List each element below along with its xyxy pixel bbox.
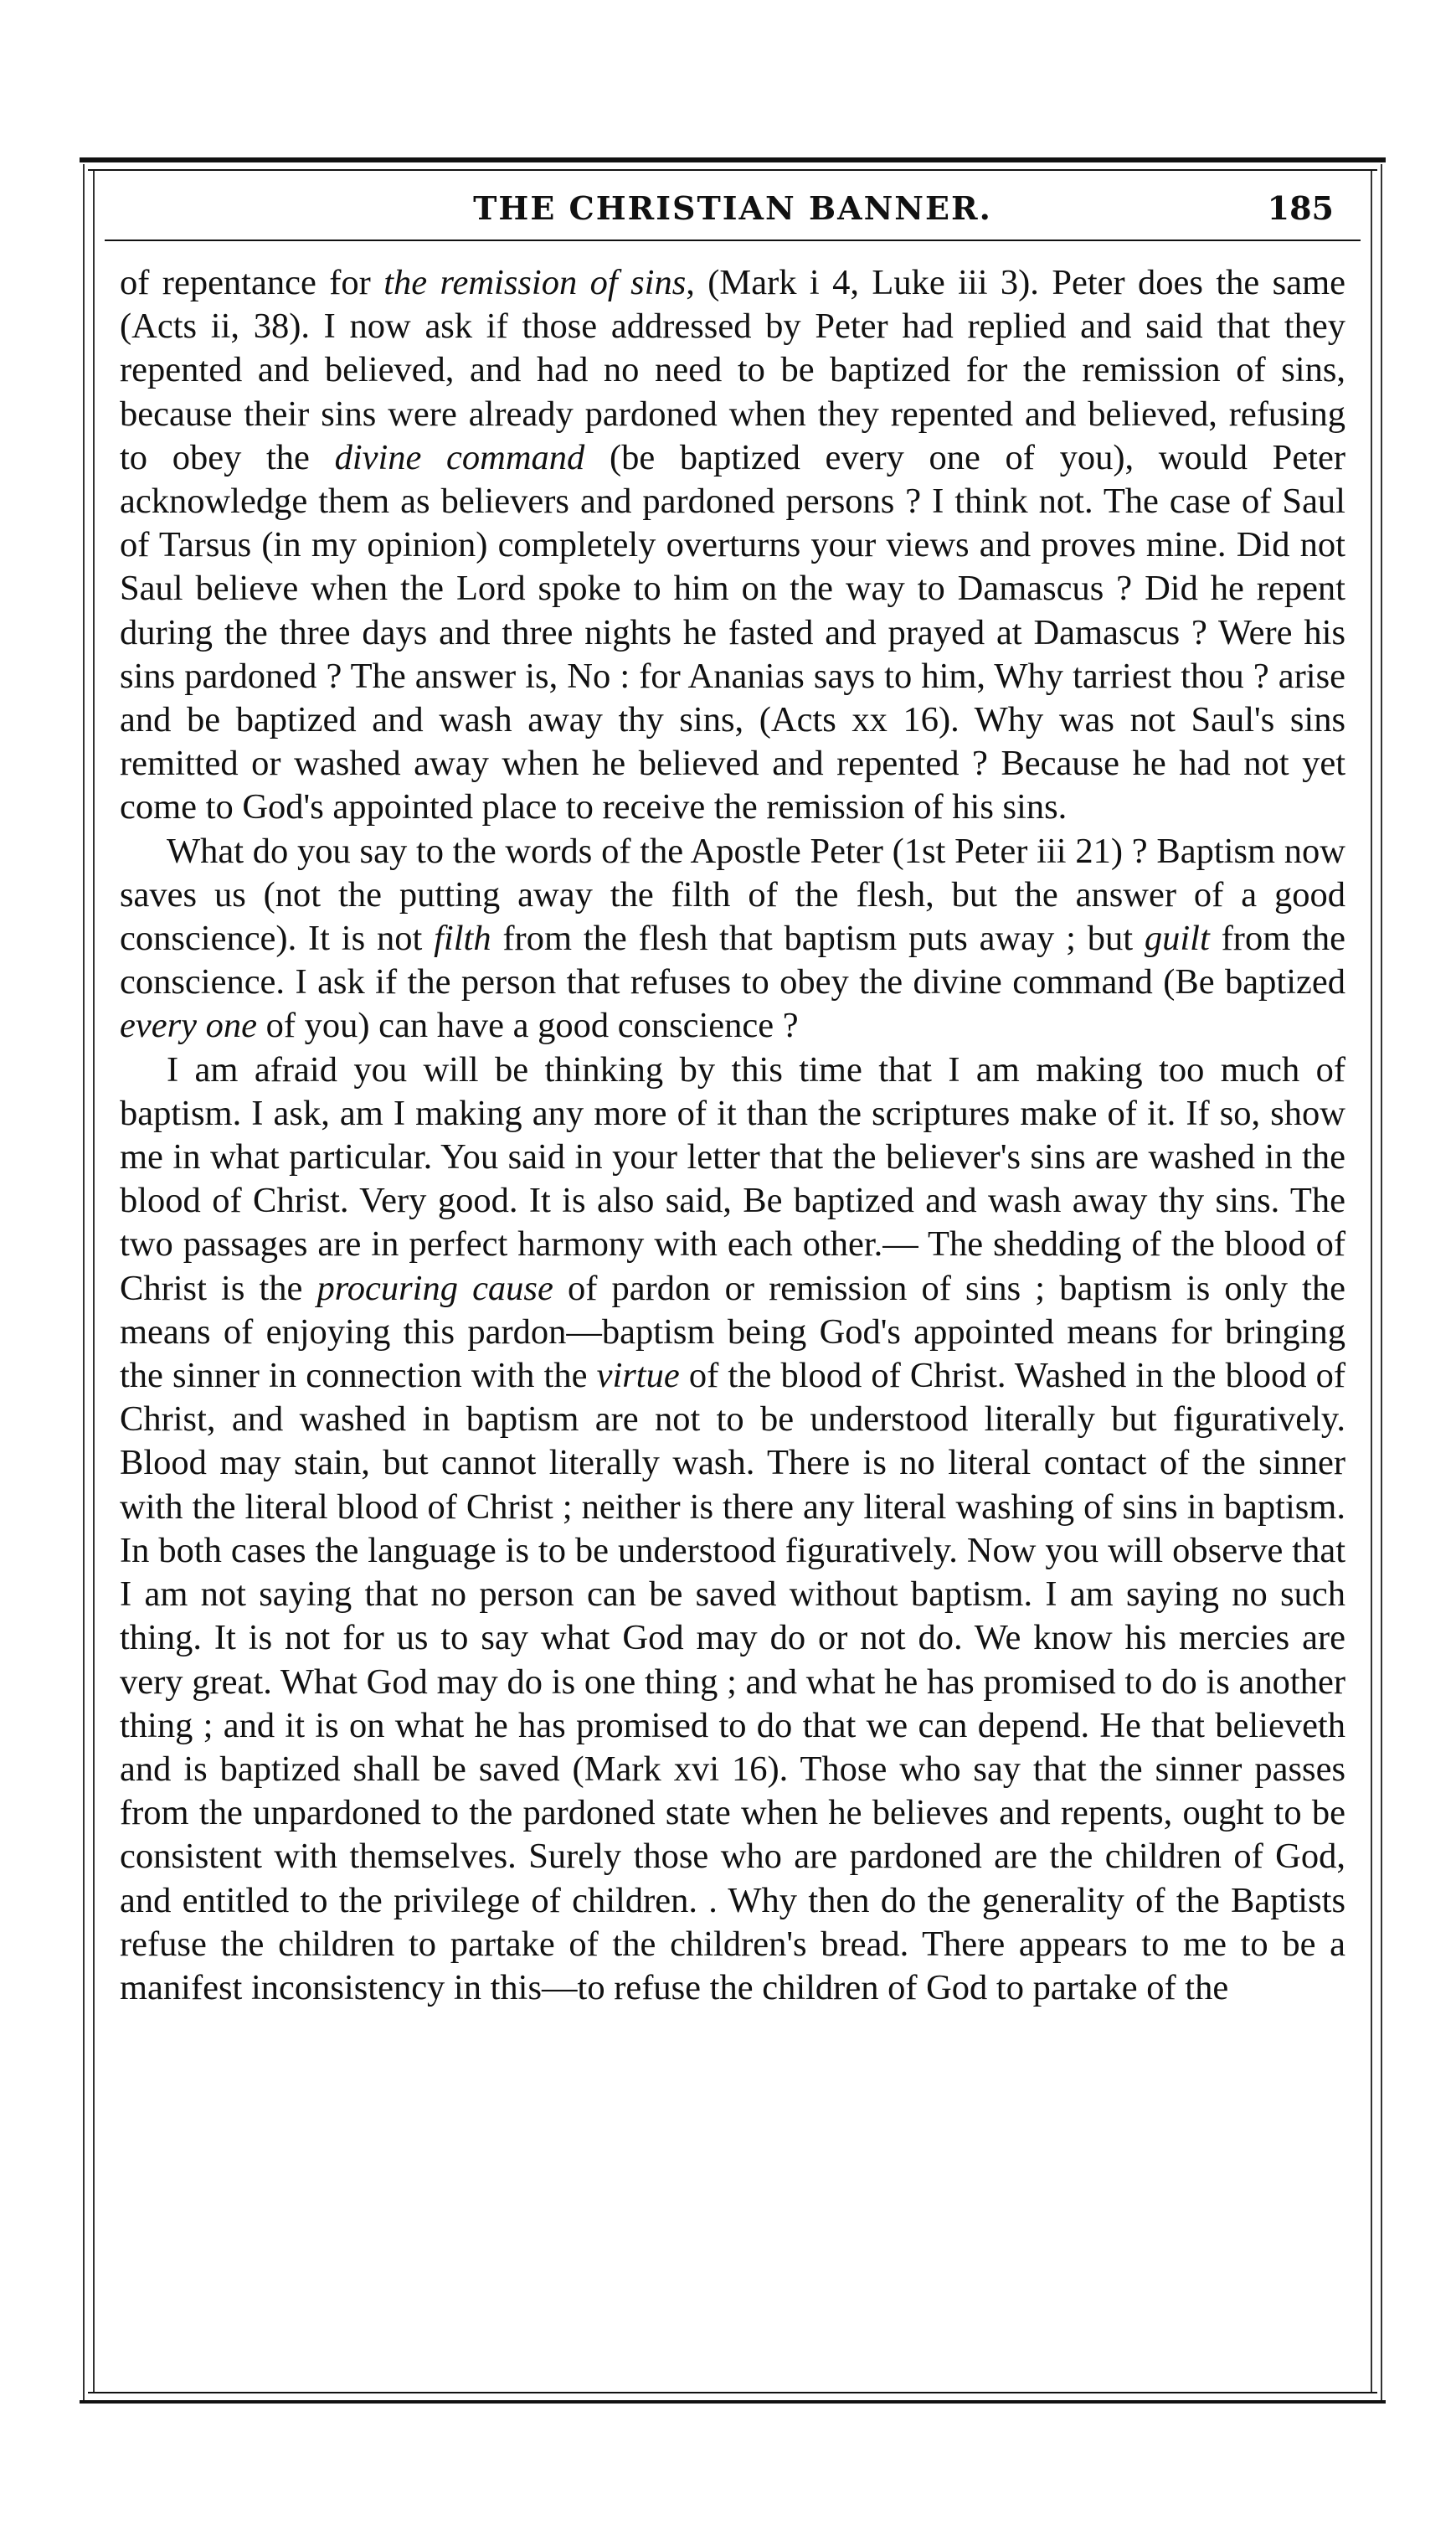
running-header	[113, 183, 1352, 233]
paragraph-2	[120, 830, 1345, 1049]
bottom-border-rule	[80, 2400, 1386, 2404]
text-span: What do you say to the words of the Apostle Peter (1st Peter iii 21) ? Baptism now saves us (not the putting away the filth of the flesh, but the answer of a good conscience). It is not	[120, 831, 1345, 959]
text-span: of the blood of Christ. Washed in the blood of Christ, and washed in baptism are not to be understood literally but figuratively. Blood may stain, but cannot literally wash. There is no literal contact of the sinner with the literal blood of Christ ; neither is there any literal washing of sins in baptism. In both cases the language is to be understood figuratively. Now you will observe that I am not saying that no person can be saved without baptism. I am saying no such thing. It is not for us to say what God may do or not do. We know his mercies are very great. What God may do is one thing ; and what he has promised to do is another thing ; and it is on what he has promised to do that we can depend. He that believeth and is baptized shall be saved (Mark xvi 16). Those who say that the sinner passes from the unpardoned to the pardoned state when he believes and repents, ought to be consistent with themselves. Surely those who are pardoned are the children of God, and entitled to the privilege of children. . Why then do the generality of the Baptists refuse the children to partake of the children's bread. There appears to me to be a manifest inconsistency in this—to refuse the children of God to partake of the	[120, 1356, 1346, 2007]
right-border-rule	[1381, 164, 1382, 2402]
top-inner-rule	[88, 169, 1377, 171]
left-border-rule	[83, 164, 85, 2402]
running-title: THE CHRISTIAN BANNER.	[473, 189, 992, 227]
text-span: (be baptized every one of you), would Peter acknowledge them as believers and pardoned persons ? I think not. The case of Saul of Tarsus (in my opinion) completely overturns your views and proves mine. Did not Saul believe when the Lord spoke to him on the way to Damascus ? Did he repent during the three days and three nights he fasted and prayed at Damascus ? Were his sins pardoned ? The answer is, No : for Ananias says to him, Why tarriest thou ? arise and be baptized and wash away thy sins, (Acts xx 16). Why was not Saul's sins remitted or washed away when he believed and repented ? Because he had not yet come to God's appointed place to receive the remission of his sins.	[120, 437, 1346, 827]
header-rule	[105, 240, 1361, 241]
left-inner-rule	[93, 171, 95, 2392]
italic-span: every one	[120, 1006, 257, 1046]
right-inner-rule	[1371, 171, 1372, 2392]
paragraph-1	[120, 261, 1345, 830]
italic-span: the remission of sins	[383, 263, 687, 302]
italic-span: filth	[434, 919, 491, 959]
italic-span: divine command	[334, 437, 585, 477]
page-frame	[80, 157, 1386, 2419]
paragraph-3	[120, 1049, 1345, 2010]
text-span: of pardon or remission of sins ; baptism is only the means of enjoying this pardon—baptism being God's appointed means for bringing the sinner in connection with the	[120, 1268, 1345, 1396]
bottom-inner-rule	[88, 2392, 1377, 2393]
text-span: , (Mark i 4, Luke iii 3). Peter does the same (Acts ii, 38). I now ask if those addressed by Peter had replied and said that they repented and believed, and had no need to be baptized for the remission of sins, because their sins were already pardoned when they repented and believed, refusing to obey the	[120, 263, 1346, 477]
text-span: from the conscience. I ask if the person that refuses to obey the divine command (Be baptized	[120, 919, 1345, 1002]
text-span: from the flesh that baptism puts away ; but	[491, 919, 1145, 959]
italic-span: procuring cause	[316, 1268, 553, 1308]
text-span: of you) can have a good conscience ?	[256, 1006, 799, 1046]
body-text	[120, 261, 1345, 2010]
top-border-rule	[80, 157, 1386, 162]
text-span: of repentance for	[120, 263, 384, 302]
italic-span: virtue	[596, 1356, 680, 1396]
text-span: I am afraid you will be thinking by this time that I am making too much of baptism. I ask, am I making any more of it than the scriptures make of it. If so, show me in what particular. You said in your letter that the believer's sins are washed in the blood of Christ. Very good. It is also said, Be baptized and wash away thy sins. The two passages are in perfect harmony with each other.— The shedding of the blood of Christ is the	[120, 1049, 1345, 1308]
italic-span: guilt	[1144, 919, 1210, 959]
page-number: 185	[1267, 189, 1334, 227]
